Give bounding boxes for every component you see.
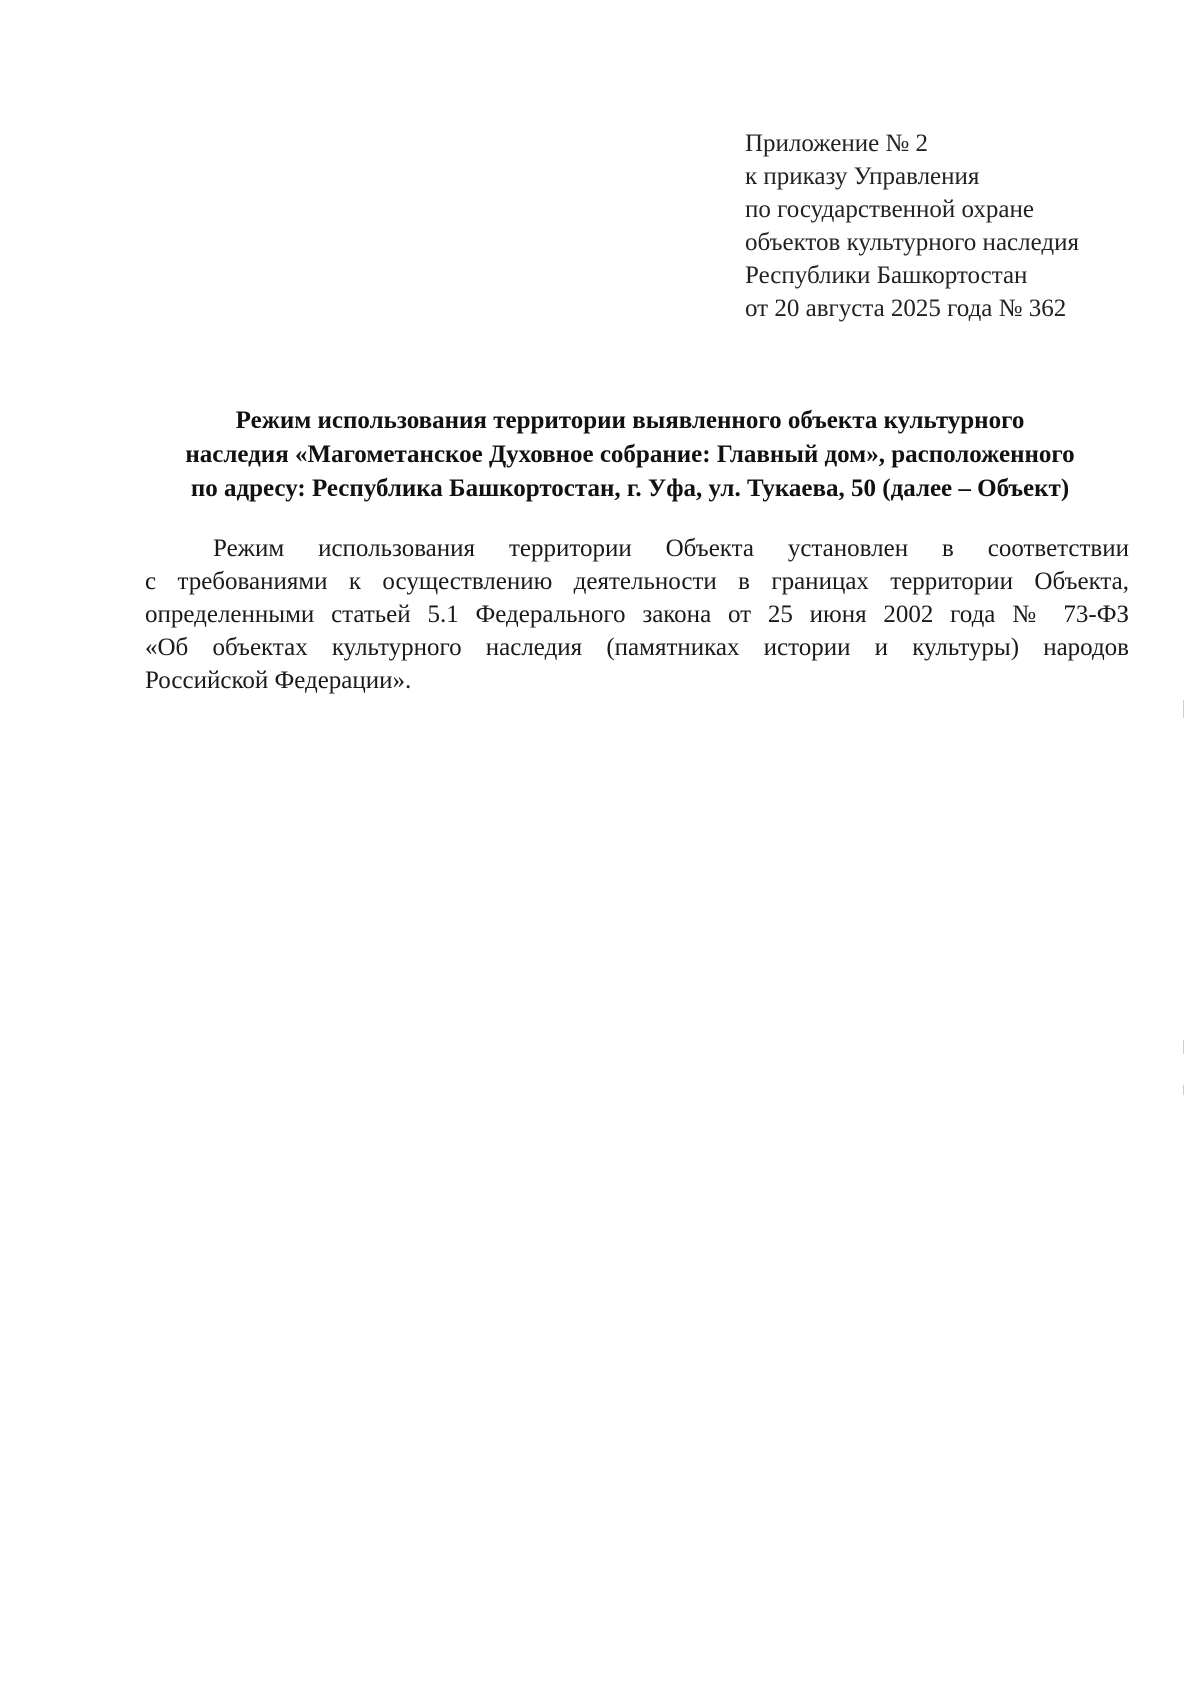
body-line: Режим использования территории Объекта установлен в соответствии <box>213 535 1129 562</box>
document-title <box>140 404 1120 506</box>
appendix-line: объектов культурного наследия <box>745 229 1079 256</box>
body-paragraph <box>145 532 1129 697</box>
body-line: Российской Федерации». <box>145 667 412 694</box>
appendix-line: к приказу Управления <box>745 163 980 190</box>
appendix-line: Приложение № 2 <box>745 130 929 157</box>
title-line: по адресу: Республика Башкортостан, г. Уфа, ул. Тукаева, 50 (далее – Объект) <box>190 475 1070 502</box>
title-line: наследия «Магометанское Духовное собрание: Главный дом», расположенного <box>185 441 1075 468</box>
appendix-header <box>745 127 1165 325</box>
body-line: «Об объектах культурного наследия (памятниках истории и культуры) народов <box>145 634 1129 661</box>
appendix-line: Республики Башкортостан <box>745 262 1028 289</box>
body-line: с требованиями к осуществлению деятельности в границах территории Объекта, <box>145 568 1129 595</box>
scan-artifact <box>1183 1040 1184 1054</box>
scan-artifact <box>1183 1085 1184 1095</box>
scan-artifact <box>1183 700 1184 718</box>
appendix-line: от 20 августа 2025 года № 362 <box>745 295 1067 322</box>
title-line: Режим использования территории выявленного объекта культурного <box>235 407 1025 434</box>
body-line: определенными статьей 5.1 Федерального закона от 25 июня 2002 года № 73-ФЗ <box>145 601 1129 628</box>
appendix-line: по государственной охране <box>745 196 1035 223</box>
